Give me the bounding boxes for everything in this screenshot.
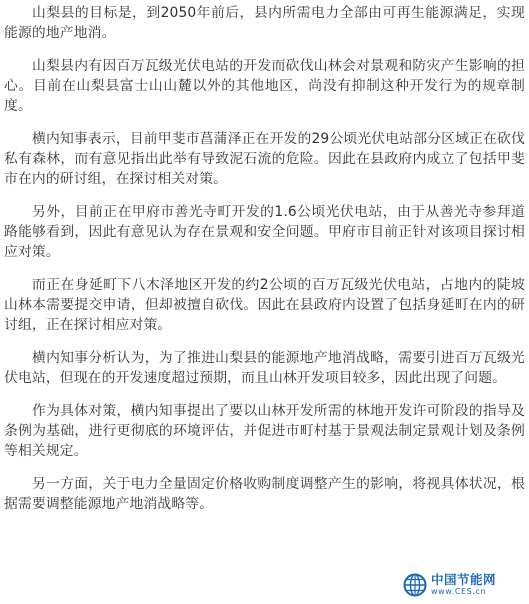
article-paragraph: 横内知事分析认为，为了推进山梨县的能源地产地消战略，需要引进百万瓦级光伏电站，但现在的开发速度超过预期，而且山林开发项目较多，因此出现了问题。 bbox=[4, 349, 525, 386]
article-paragraph: 另外，目前正在甲府市善光寺町开发的1.6公顷光伏电站，由于从善光寺参拜道路能够看到，因此有意见认为存在景观和安全问题。甲府市目前正针对该项目探讨相应对策。 bbox=[4, 203, 525, 261]
article-paragraph: 横内知事表示，目前甲斐市菖蒲泽正在开发的29公顷光伏电站部分区域正在砍伐私有森林，而有意见指出此举有导致泥石流的危险。因此在县政府内成立了包括甲斐市在内的研讨组，在探讨相关对策。 bbox=[4, 130, 525, 188]
watermark-url: www.CES.cn bbox=[431, 587, 487, 597]
article-paragraph: 山梨县内有因百万瓦级光伏电站的开发而砍伐山林会对景观和防灾产生影响的担心。目前在山梨县富士山山麓以外的其他地区，尚没有抑制这种开发行为的规章制度。 bbox=[4, 57, 525, 115]
article-paragraph: 而正在身延町下八木泽地区开发的约2公顷的百万瓦级光伏电站，占地内的陡坡山林本需要提交申请，但却被擅自砍伐。因此在县政府内设置了包括身延町在内的研讨组，正在探讨相应对策。 bbox=[4, 276, 525, 334]
watermark-text bbox=[431, 571, 497, 597]
article-paragraph: 另一方面，关于电力全量固定价格收购制度调整产生的影响，将视具体状况，根据需要调整能源地产地消战略等。 bbox=[4, 475, 525, 512]
article-paragraph: 山梨县的目标是，到2050年前后，县内所需电力全部由可再生能源满足，实现能源的地产地消。 bbox=[4, 5, 525, 42]
article-paragraph: 作为具体对策，横内知事提出了要以山林开发所需的林地开发许可阶段的指导及条例为基础，进行更彻底的环境评估，并促进市町村基于景观法制定景观计划及条例等相关规定。 bbox=[4, 402, 525, 459]
site-watermark bbox=[403, 572, 523, 598]
watermark-title: 中国节能网 bbox=[431, 571, 497, 587]
ces-globe-logo-icon bbox=[403, 573, 427, 597]
